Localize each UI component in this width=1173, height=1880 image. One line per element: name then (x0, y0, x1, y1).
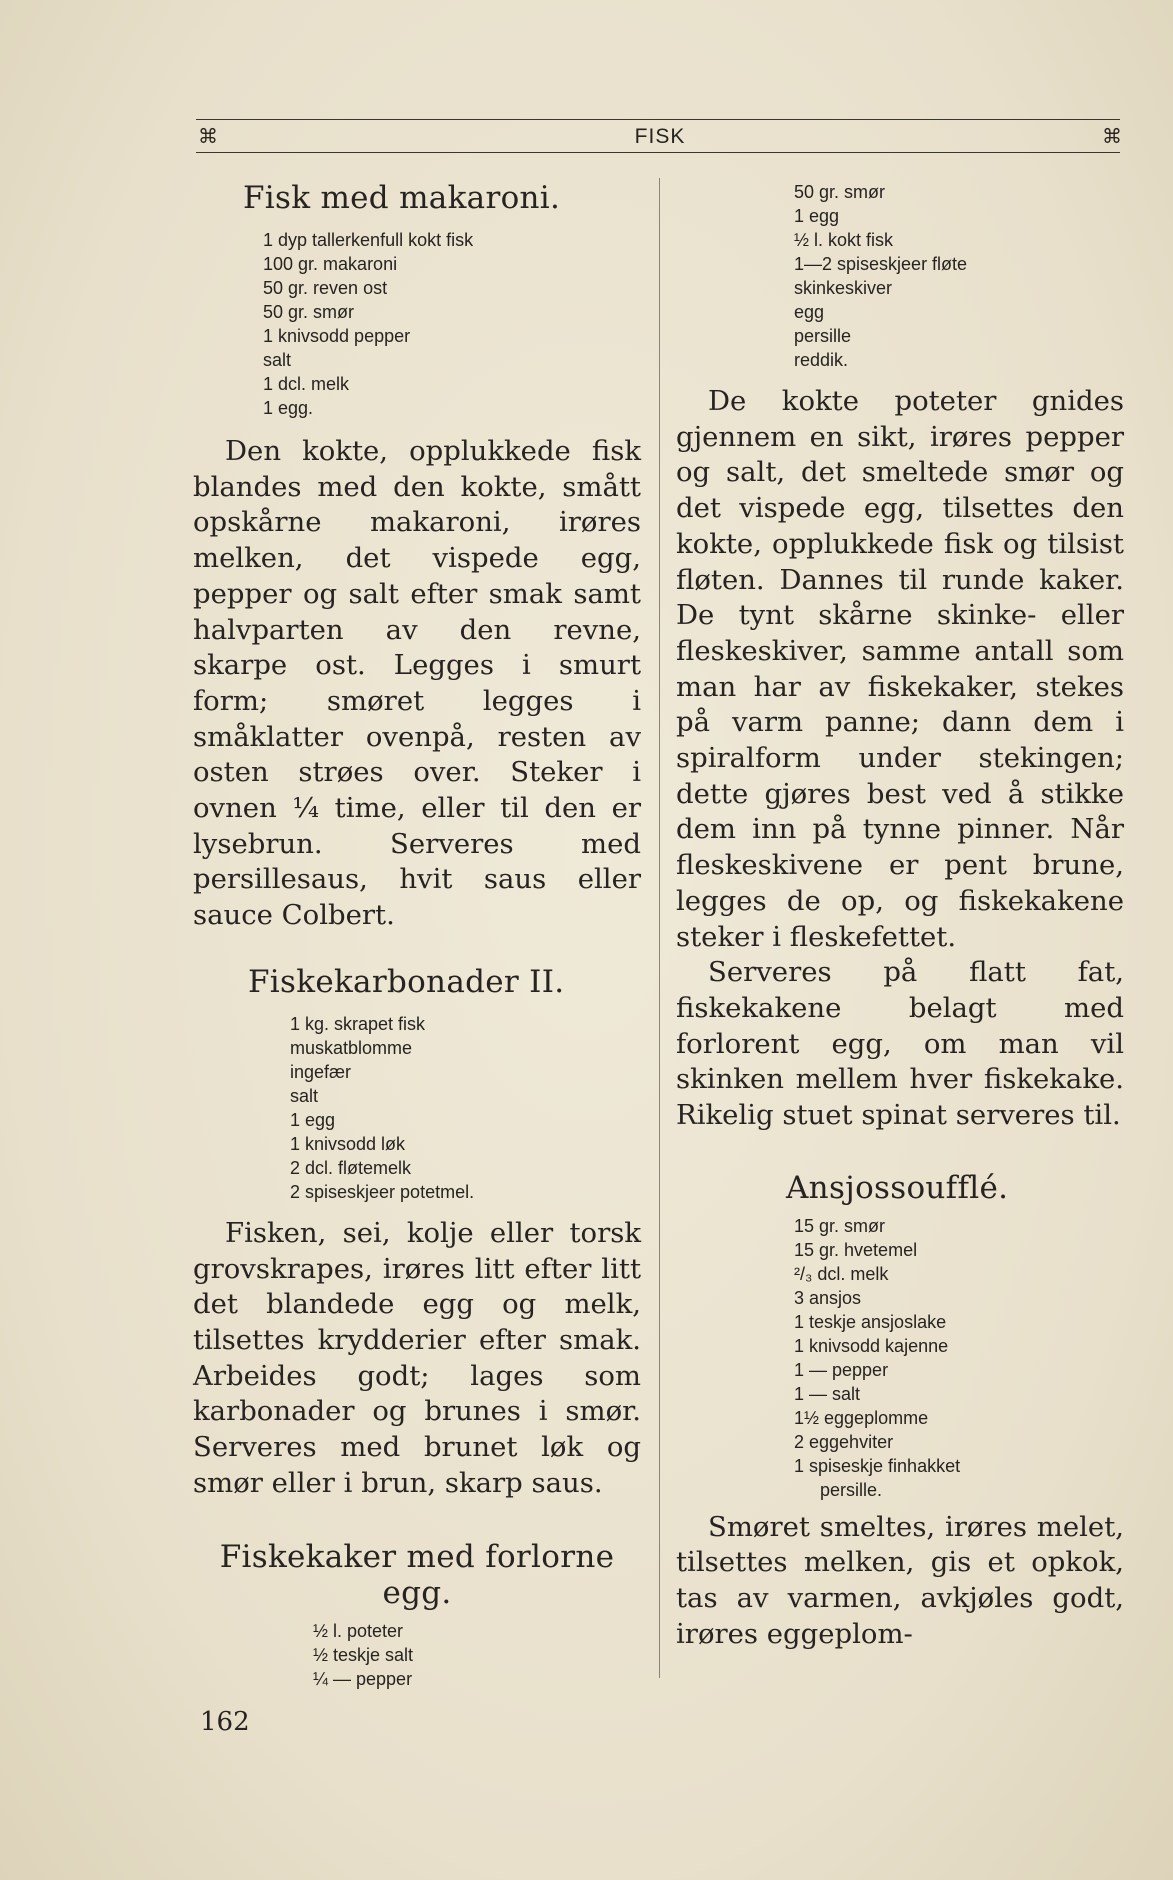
ingredient: 15 gr. smør (794, 1215, 886, 1236)
ingredient: 1 dcl. melk (263, 374, 350, 394)
ingredient: 2 eggehviter (794, 1431, 894, 1452)
ingredient-list (676, 1214, 1124, 1502)
ingredient: 1 spiseskje finhakket (794, 1455, 961, 1476)
ingredient: 50 gr. smør (263, 302, 355, 322)
column-divider (659, 178, 660, 1678)
recipe-serving-note: Serveres på flatt fat, fiskekakene belagt med forlorent egg, om man vil skinken mellem hver fiskekake. Rikelig stuet spinat serveres til. (676, 956, 1124, 1132)
ingredient: salt (263, 350, 292, 370)
ingredient: salt (290, 1085, 319, 1106)
ingredient: 15 gr. hvetemel (794, 1239, 918, 1260)
ingredient: 100 gr. makaroni (263, 254, 398, 274)
ingredient: 50 gr. reven ost (263, 278, 388, 298)
ingredient: 3 ansjos (794, 1287, 862, 1308)
header-rule-top (196, 119, 1120, 120)
ingredient: 1 kg. skrapet fisk (290, 1013, 426, 1034)
recipe-title: Fisk med makaroni. (243, 180, 561, 216)
ingredient: 2 spiseskjeer potetmel. (290, 1181, 475, 1202)
ingredient: 2 dcl. fløtemelk (290, 1157, 412, 1178)
recipe-instructions: Smøret smeltes, irøres melet, tilsettes melken, gis et opkok, tas av varmen, avkjøles godt, irøres eggeplom- (676, 1510, 1124, 1650)
ingredient: 1 egg (290, 1109, 336, 1130)
ingredient: 1—2 spiseskjeer fløte (794, 254, 968, 274)
ingredient: 1 teskje ansjoslake (794, 1311, 947, 1332)
recipe-ansjossouffle (676, 1170, 1124, 1653)
ingredient-list (193, 228, 641, 420)
right-column (676, 180, 1124, 1653)
ingredient: ingefær (290, 1061, 352, 1082)
ingredient: muskatblomme (290, 1037, 413, 1058)
ingredient: 1 — pepper (794, 1359, 889, 1380)
header-ornament-left-icon: ⌘ (198, 124, 218, 148)
ingredient: persille (794, 326, 852, 346)
ingredient-list (193, 1619, 641, 1691)
recipe-instructions: Fisken, sei, kolje eller torsk grovskrapes, irøres litt efter litt det blandede egg og melk, tilsettes krydderier efter smak. Arbeides godt; lages som karbonader og brunes i smør. Serveres med brunet løk og smør eller i brun, skarp saus. (193, 1216, 641, 1499)
recipe-title-line-1: Fiskekaker med forlorne (219, 1539, 615, 1576)
ingredient: reddik. (794, 350, 849, 370)
ingredient: 1 egg (794, 206, 840, 226)
left-column (193, 180, 641, 1691)
recipe-title: Fiskekarbonader II. (248, 963, 565, 1000)
ingredient: ¼ — pepper (313, 1669, 413, 1690)
ingredient: egg (794, 302, 825, 322)
ingredient: 1 — salt (794, 1383, 861, 1404)
ingredient: ½ l. kokt fisk (794, 230, 894, 250)
ingredient: 1 dyp tallerkenfull kokt fisk (263, 230, 474, 250)
recipe-fiskekaker-med-forlorne-egg (193, 1539, 641, 1691)
running-header-title: FISK (634, 125, 686, 148)
ingredient: 1½ eggeplomme (794, 1407, 929, 1428)
ingredient-list (676, 180, 1124, 372)
ingredient-list (193, 1012, 641, 1204)
ingredient: 1 knivsodd pepper (263, 326, 411, 346)
ingredient: ²/₃ dcl. melk (794, 1263, 889, 1284)
recipe-fisk-med-makaroni (193, 180, 641, 934)
ingredient: skinkeskiver (794, 278, 893, 298)
recipe-fiskekarbonader-ii (193, 964, 641, 1502)
recipe-title-line-2: egg. (382, 1575, 452, 1612)
recipe-fiskekaker-continued (676, 180, 1124, 1134)
ingredient: 1 knivsodd kajenne (794, 1335, 949, 1356)
ingredient: 1 egg. (263, 398, 314, 418)
page-number: 162 (200, 1707, 250, 1737)
ingredient: ½ l. poteter (313, 1621, 404, 1642)
recipe-title: Ansjossoufflé. (786, 1169, 1009, 1206)
ingredient: ½ teskje salt (313, 1645, 414, 1666)
ingredient: 1 knivsodd løk (290, 1133, 406, 1154)
header-ornament-right-icon: ⌘ (1102, 124, 1122, 148)
recipe-instructions: Den kokte, opplukkede fisk blandes med den kokte, smått opskårne makaroni, irøres melken, det vispede egg, pepper og salt efter smak samt halvparten av den revne, skarpe ost. Legges i smurt form; smøret legges i småklatter ovenpå, resten av osten strøes over. Steker i ovnen ¼ time, eller til den er lysebrun. Serveres med persillesaus, hvit saus eller sauce Colbert. (193, 435, 641, 932)
header-rule-bottom (196, 152, 1120, 153)
ingredient: persille. (820, 1479, 883, 1500)
ingredient: 50 gr. smør (794, 182, 886, 202)
recipe-instructions: De kokte poteter gnides gjennem en sikt, irøres pepper og salt, det smeltede smør og det vispede egg, tilsettes den kokte, opplukkede fisk og tilsist fløten. Dannes til runde kaker. De tynt skårne skinke- eller fleskeskiver, samme antall som man har av fiskekaker, stekes på varm panne; dann dem i spiralform under stekingen; dette gjøres best ved å stikke dem inn på tynne pinner. Når fleskeskivene er pent brune, legges de op, og fiskekakene steker i fleskefettet. (676, 385, 1124, 953)
